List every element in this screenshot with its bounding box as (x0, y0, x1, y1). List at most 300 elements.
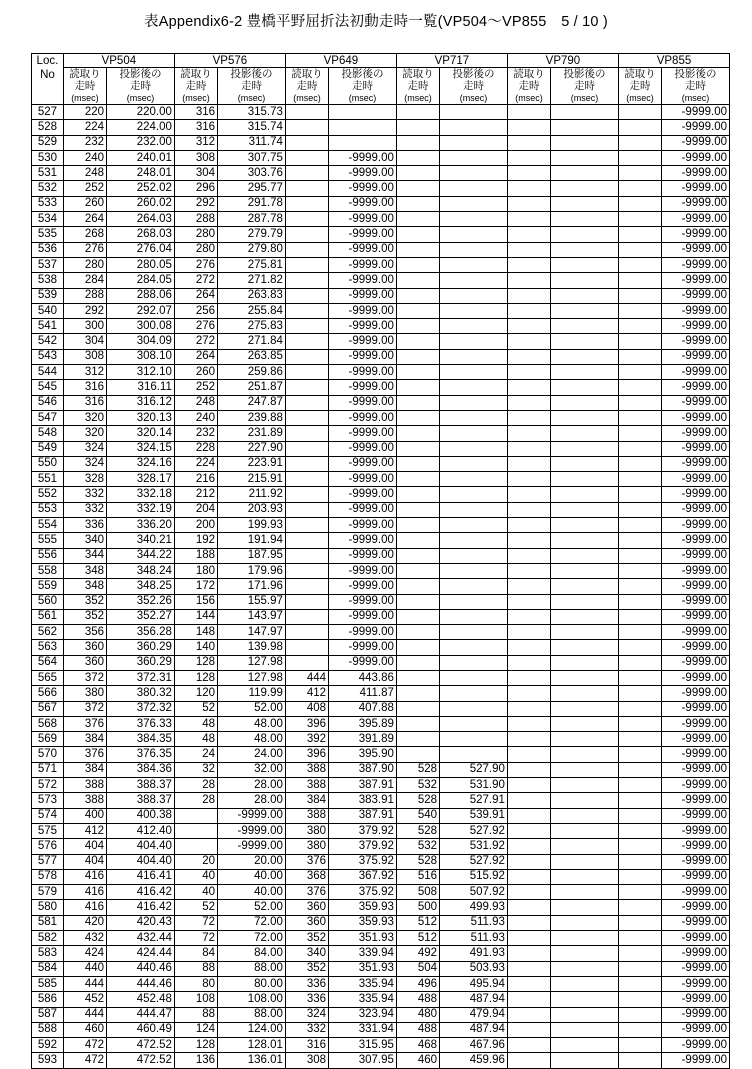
projected-time-cell: 80.00 (218, 976, 286, 991)
projected-time-cell: 339.94 (329, 946, 397, 961)
table-row (32, 854, 730, 869)
read-time-cell (396, 502, 439, 517)
loc-cell: 549 (32, 441, 64, 456)
read-time-cell: 200 (174, 518, 217, 533)
projected-time-cell (440, 686, 508, 701)
table-body (32, 105, 730, 1069)
projected-time-cell: 384.36 (107, 762, 175, 777)
projected-time-cell: 263.85 (218, 349, 286, 364)
read-time-cell: 360 (63, 655, 106, 670)
projected-time-cell (551, 1007, 619, 1022)
read-time-cell: 332 (285, 1022, 328, 1037)
projected-time-cell: 460.49 (107, 1022, 175, 1037)
projected-time-cell: 383.91 (329, 793, 397, 808)
loc-cell: 566 (32, 686, 64, 701)
loc-cell: 577 (32, 854, 64, 869)
read-time-cell: 328 (63, 472, 106, 487)
projected-time-cell: -9999.00 (662, 365, 730, 380)
projected-time-cell (440, 625, 508, 640)
projected-time-cell: 472.52 (107, 1053, 175, 1068)
projected-time-cell: -9999.00 (662, 166, 730, 181)
projected-time-cell: -9999.00 (662, 762, 730, 777)
projected-time-cell: 227.90 (218, 441, 286, 456)
projected-time-cell (440, 257, 508, 272)
read-time-cell: 312 (174, 135, 217, 150)
read-time-cell (507, 1038, 550, 1053)
projected-time-cell (551, 762, 619, 777)
projected-time-header-line2: 走時 (551, 80, 619, 92)
projected-time-cell (551, 716, 619, 731)
read-time-cell: 388 (285, 778, 328, 793)
projected-time-cell: 479.94 (440, 1007, 508, 1022)
projected-time-cell: 359.93 (329, 900, 397, 915)
vp-header: VP717 (396, 54, 507, 68)
projected-time-cell: -9999.00 (329, 426, 397, 441)
read-time-cell: 52 (174, 900, 217, 915)
projected-time-cell: -9999.00 (662, 135, 730, 150)
loc-cell: 552 (32, 487, 64, 502)
projected-time-cell: -9999.00 (662, 931, 730, 946)
read-time-cell: 232 (63, 135, 106, 150)
read-time-cell (396, 640, 439, 655)
projected-time-cell: -9999.00 (662, 961, 730, 976)
projected-time-cell: 487.94 (440, 992, 508, 1007)
projected-time-cell: 495.94 (440, 976, 508, 991)
read-time-cell (285, 395, 328, 410)
read-time-cell: 192 (174, 533, 217, 548)
read-time-cell: 20 (174, 854, 217, 869)
read-time-cell: 528 (396, 793, 439, 808)
projected-time-cell: -9999.00 (329, 349, 397, 364)
projected-time-cell: -9999.00 (329, 640, 397, 655)
projected-time-cell: 503.93 (440, 961, 508, 976)
projected-time-cell: -9999.00 (662, 319, 730, 334)
read-time-cell: 412 (285, 686, 328, 701)
projected-time-cell (440, 242, 508, 257)
projected-time-cell (551, 334, 619, 349)
loc-cell: 582 (32, 931, 64, 946)
vp-header: VP576 (174, 54, 285, 68)
table-row (32, 900, 730, 915)
projected-time-cell: 376.35 (107, 747, 175, 762)
projected-time-cell: 280.05 (107, 257, 175, 272)
read-time-cell: 264 (174, 349, 217, 364)
read-time-cell: 248 (63, 166, 106, 181)
projected-time-cell: -9999.00 (662, 441, 730, 456)
table-row (32, 563, 730, 578)
read-time-cell (618, 946, 661, 961)
projected-time-cell: -9999.00 (662, 716, 730, 731)
loc-cell: 585 (32, 976, 64, 991)
projected-time-cell: 412.40 (107, 823, 175, 838)
read-time-cell (285, 594, 328, 609)
read-time-cell (285, 150, 328, 165)
projected-time-cell: -9999.00 (329, 594, 397, 609)
projected-time-cell (440, 395, 508, 410)
table-row (32, 869, 730, 884)
read-time-cell: 240 (63, 150, 106, 165)
read-time-cell: 188 (174, 548, 217, 563)
loc-cell: 576 (32, 839, 64, 854)
projected-time-cell: 452.48 (107, 992, 175, 1007)
projected-time-cell (440, 579, 508, 594)
read-time-cell: 368 (285, 869, 328, 884)
read-time-cell (507, 334, 550, 349)
projected-time-cell (551, 150, 619, 165)
projected-time-cell: -9999.00 (662, 120, 730, 135)
projected-time-cell: -9999.00 (218, 808, 286, 823)
projected-time-cell: 331.94 (329, 1022, 397, 1037)
projected-time-cell: 155.97 (218, 594, 286, 609)
unit-label: (msec) (551, 92, 619, 105)
projected-time-cell: 395.89 (329, 716, 397, 731)
projected-time-cell: -9999.00 (329, 609, 397, 624)
table-row (32, 273, 730, 288)
table-row (32, 976, 730, 991)
loc-cell: 562 (32, 625, 64, 640)
projected-time-cell: 320.13 (107, 410, 175, 425)
read-time-cell: 324 (63, 456, 106, 471)
read-time-cell: 136 (174, 1053, 217, 1068)
read-time-cell (507, 655, 550, 670)
read-time-cell (618, 563, 661, 578)
projected-time-cell: 348.25 (107, 579, 175, 594)
projected-time-cell (440, 502, 508, 517)
projected-time-cell: -9999.00 (662, 625, 730, 640)
read-time-cell (507, 150, 550, 165)
read-time-cell (285, 655, 328, 670)
read-time-cell (507, 487, 550, 502)
read-time-cell (174, 839, 217, 854)
projected-time-cell: -9999.00 (662, 273, 730, 288)
unit-label: (msec) (63, 92, 106, 105)
projected-time-cell (551, 227, 619, 242)
projected-time-cell (551, 242, 619, 257)
projected-time-cell: -9999.00 (662, 686, 730, 701)
projected-time-cell (329, 105, 397, 120)
read-time-cell (507, 992, 550, 1007)
read-time-cell: 256 (174, 303, 217, 318)
projected-time-cell (551, 885, 619, 900)
vp-header: VP504 (63, 54, 174, 68)
table-row (32, 579, 730, 594)
read-time-cell: 308 (63, 349, 106, 364)
loc-cell: 587 (32, 1007, 64, 1022)
read-time-cell (507, 242, 550, 257)
projected-time-cell: 367.92 (329, 869, 397, 884)
read-time-cell (396, 487, 439, 502)
read-time-cell (507, 410, 550, 425)
loc-cell: 584 (32, 961, 64, 976)
projected-time-cell: 324.15 (107, 441, 175, 456)
projected-time-cell (440, 716, 508, 731)
table-row (32, 120, 730, 135)
read-time-cell: 316 (63, 380, 106, 395)
read-time-cell (285, 563, 328, 578)
projected-time-cell: 323.94 (329, 1007, 397, 1022)
read-time-cell (396, 548, 439, 563)
loc-cell: 529 (32, 135, 64, 150)
projected-time-cell (551, 410, 619, 425)
table-row (32, 625, 730, 640)
read-time-cell (618, 670, 661, 685)
read-time-cell (507, 839, 550, 854)
read-time-cell: 492 (396, 946, 439, 961)
projected-time-cell: 411.87 (329, 686, 397, 701)
read-time-cell (507, 625, 550, 640)
read-time-cell: 260 (63, 196, 106, 211)
table-row (32, 839, 730, 854)
projected-time-cell: 32.00 (218, 762, 286, 777)
projected-time-cell (551, 793, 619, 808)
projected-time-header-line1: 投影後の (551, 68, 619, 81)
read-time-cell (396, 334, 439, 349)
read-time-cell (507, 946, 550, 961)
read-time-cell (507, 426, 550, 441)
loc-cell: 542 (32, 334, 64, 349)
read-time-cell (396, 319, 439, 334)
projected-time-cell (551, 594, 619, 609)
projected-time-cell: 424.44 (107, 946, 175, 961)
read-time-cell (618, 1053, 661, 1068)
read-time-cell: 332 (63, 487, 106, 502)
read-time-cell: 348 (63, 563, 106, 578)
table-row (32, 931, 730, 946)
read-time-cell (618, 900, 661, 915)
read-time-cell: 352 (63, 609, 106, 624)
projected-time-cell: 360.29 (107, 640, 175, 655)
loc-cell: 547 (32, 410, 64, 425)
read-time-cell (396, 166, 439, 181)
read-time-cell: 416 (63, 885, 106, 900)
projected-time-cell (551, 105, 619, 120)
projected-time-cell: 531.90 (440, 778, 508, 793)
projected-time-cell (551, 900, 619, 915)
read-time-cell: 232 (174, 426, 217, 441)
projected-time-cell: 352.27 (107, 609, 175, 624)
projected-time-cell: 24.00 (218, 747, 286, 762)
read-time-cell (285, 518, 328, 533)
projected-time-cell: 251.87 (218, 380, 286, 395)
read-time-cell (618, 426, 661, 441)
read-time-cell (285, 579, 328, 594)
table-row (32, 533, 730, 548)
loc-cell: 537 (32, 257, 64, 272)
read-time-cell (285, 273, 328, 288)
projected-time-cell: -9999.00 (662, 288, 730, 303)
projected-time-cell (440, 410, 508, 425)
projected-time-cell: -9999.00 (662, 655, 730, 670)
read-time-cell: 412 (63, 823, 106, 838)
read-time-cell (618, 915, 661, 930)
table-row (32, 426, 730, 441)
projected-time-cell: 360.29 (107, 655, 175, 670)
projected-time-cell: 324.16 (107, 456, 175, 471)
table-row (32, 885, 730, 900)
projected-time-cell (440, 288, 508, 303)
vp-header: VP649 (285, 54, 396, 68)
read-time-cell (618, 533, 661, 548)
projected-time-cell: 531.92 (440, 839, 508, 854)
projected-time-cell: -9999.00 (662, 303, 730, 318)
projected-time-cell: -9999.00 (329, 518, 397, 533)
read-time-cell (507, 196, 550, 211)
table-row (32, 365, 730, 380)
read-time-cell (285, 380, 328, 395)
read-time-cell (285, 426, 328, 441)
read-time-cell: 416 (63, 869, 106, 884)
projected-time-cell (551, 518, 619, 533)
projected-time-cell (551, 854, 619, 869)
projected-time-cell: 316.11 (107, 380, 175, 395)
read-time-cell (507, 931, 550, 946)
projected-time-cell: 276.04 (107, 242, 175, 257)
read-time-cell (618, 732, 661, 747)
table-row (32, 242, 730, 257)
read-time-cell (396, 303, 439, 318)
projected-time-cell (440, 135, 508, 150)
projected-time-cell: -9999.00 (662, 854, 730, 869)
read-time-cell (507, 915, 550, 930)
read-time-cell: 308 (285, 1053, 328, 1068)
read-time-cell: 496 (396, 976, 439, 991)
read-time-cell (396, 410, 439, 425)
read-time-cell: 260 (174, 365, 217, 380)
read-time-cell (618, 242, 661, 257)
projected-time-cell (551, 502, 619, 517)
read-time-cell: 292 (63, 303, 106, 318)
projected-time-cell: -9999.00 (329, 303, 397, 318)
loc-cell: 592 (32, 1038, 64, 1053)
projected-time-cell: -9999.00 (662, 380, 730, 395)
projected-time-cell (440, 533, 508, 548)
read-time-cell (618, 456, 661, 471)
read-time-cell (396, 701, 439, 716)
projected-time-cell: 139.98 (218, 640, 286, 655)
read-time-cell (618, 349, 661, 364)
projected-time-cell: 527.91 (440, 793, 508, 808)
table-row (32, 227, 730, 242)
read-time-cell: 376 (285, 885, 328, 900)
read-time-cell (618, 472, 661, 487)
projected-time-cell (440, 181, 508, 196)
projected-time-cell (440, 548, 508, 563)
projected-time-cell: -9999.00 (329, 563, 397, 578)
read-time-cell (396, 120, 439, 135)
projected-time-cell: -9999.00 (329, 196, 397, 211)
projected-time-cell: 443.86 (329, 670, 397, 685)
projected-time-cell: 336.20 (107, 518, 175, 533)
read-time-cell: 416 (63, 900, 106, 915)
read-time-cell (396, 655, 439, 670)
read-time-cell: 288 (63, 288, 106, 303)
projected-time-cell: 444.47 (107, 1007, 175, 1022)
read-time-cell (507, 793, 550, 808)
projected-time-cell (551, 212, 619, 227)
projected-time-cell: -9999.00 (218, 839, 286, 854)
projected-time-cell: 459.96 (440, 1053, 508, 1068)
projected-time-cell: -9999.00 (329, 212, 397, 227)
projected-time-cell: -9999.00 (662, 456, 730, 471)
projected-time-cell (551, 625, 619, 640)
projected-time-cell: -9999.00 (329, 395, 397, 410)
projected-time-cell: -9999.00 (329, 227, 397, 242)
read-time-cell: 508 (396, 885, 439, 900)
projected-time-cell: 72.00 (218, 931, 286, 946)
table-row (32, 548, 730, 563)
projected-time-cell: -9999.00 (662, 640, 730, 655)
projected-time-cell: -9999.00 (662, 793, 730, 808)
read-time-cell (396, 380, 439, 395)
read-time-cell: 24 (174, 747, 217, 762)
loc-cell: 578 (32, 869, 64, 884)
loc-cell: 554 (32, 518, 64, 533)
projected-time-cell (551, 349, 619, 364)
read-time-cell (618, 395, 661, 410)
read-time-cell (618, 502, 661, 517)
read-time-cell: 316 (174, 120, 217, 135)
read-time-cell: 324 (63, 441, 106, 456)
read-time-cell: 336 (63, 518, 106, 533)
projected-time-header-line1: 投影後の (662, 68, 730, 81)
read-time-cell (618, 931, 661, 946)
read-time-cell: 128 (174, 1038, 217, 1053)
projected-time-cell (440, 640, 508, 655)
read-time-cell (507, 640, 550, 655)
read-time-cell (507, 686, 550, 701)
read-time-cell (285, 410, 328, 425)
projected-time-cell: 271.84 (218, 334, 286, 349)
loc-cell: 574 (32, 808, 64, 823)
projected-time-cell: 444.46 (107, 976, 175, 991)
read-time-cell (285, 334, 328, 349)
projected-time-cell: 376.33 (107, 716, 175, 731)
read-time-cell: 316 (63, 395, 106, 410)
read-time-cell (507, 257, 550, 272)
read-time-cell: 284 (63, 273, 106, 288)
projected-time-cell (551, 487, 619, 502)
read-time-cell: 472 (63, 1038, 106, 1053)
projected-time-cell (551, 823, 619, 838)
projected-time-cell: 467.96 (440, 1038, 508, 1053)
loc-cell: 546 (32, 395, 64, 410)
read-time-cell: 48 (174, 732, 217, 747)
projected-time-cell (440, 120, 508, 135)
projected-time-cell: -9999.00 (662, 609, 730, 624)
loc-cell: 535 (32, 227, 64, 242)
read-time-cell: 128 (174, 655, 217, 670)
read-time-cell (618, 823, 661, 838)
table-row (32, 166, 730, 181)
table-row (32, 212, 730, 227)
read-time-cell: 528 (396, 823, 439, 838)
read-time-cell (618, 487, 661, 502)
read-time-cell: 376 (285, 854, 328, 869)
projected-time-cell: -9999.00 (662, 747, 730, 762)
projected-time-cell (551, 426, 619, 441)
read-time-cell (507, 166, 550, 181)
projected-time-cell: 387.91 (329, 808, 397, 823)
read-time-header-line2: 走時 (285, 80, 328, 92)
read-time-cell (618, 120, 661, 135)
projected-time-cell: 128.01 (218, 1038, 286, 1053)
projected-time-cell: 279.80 (218, 242, 286, 257)
read-time-header-line1: 読取り (174, 68, 217, 81)
table-row (32, 441, 730, 456)
projected-time-cell: 372.32 (107, 701, 175, 716)
read-time-cell: 348 (63, 579, 106, 594)
read-time-cell: 340 (63, 533, 106, 548)
